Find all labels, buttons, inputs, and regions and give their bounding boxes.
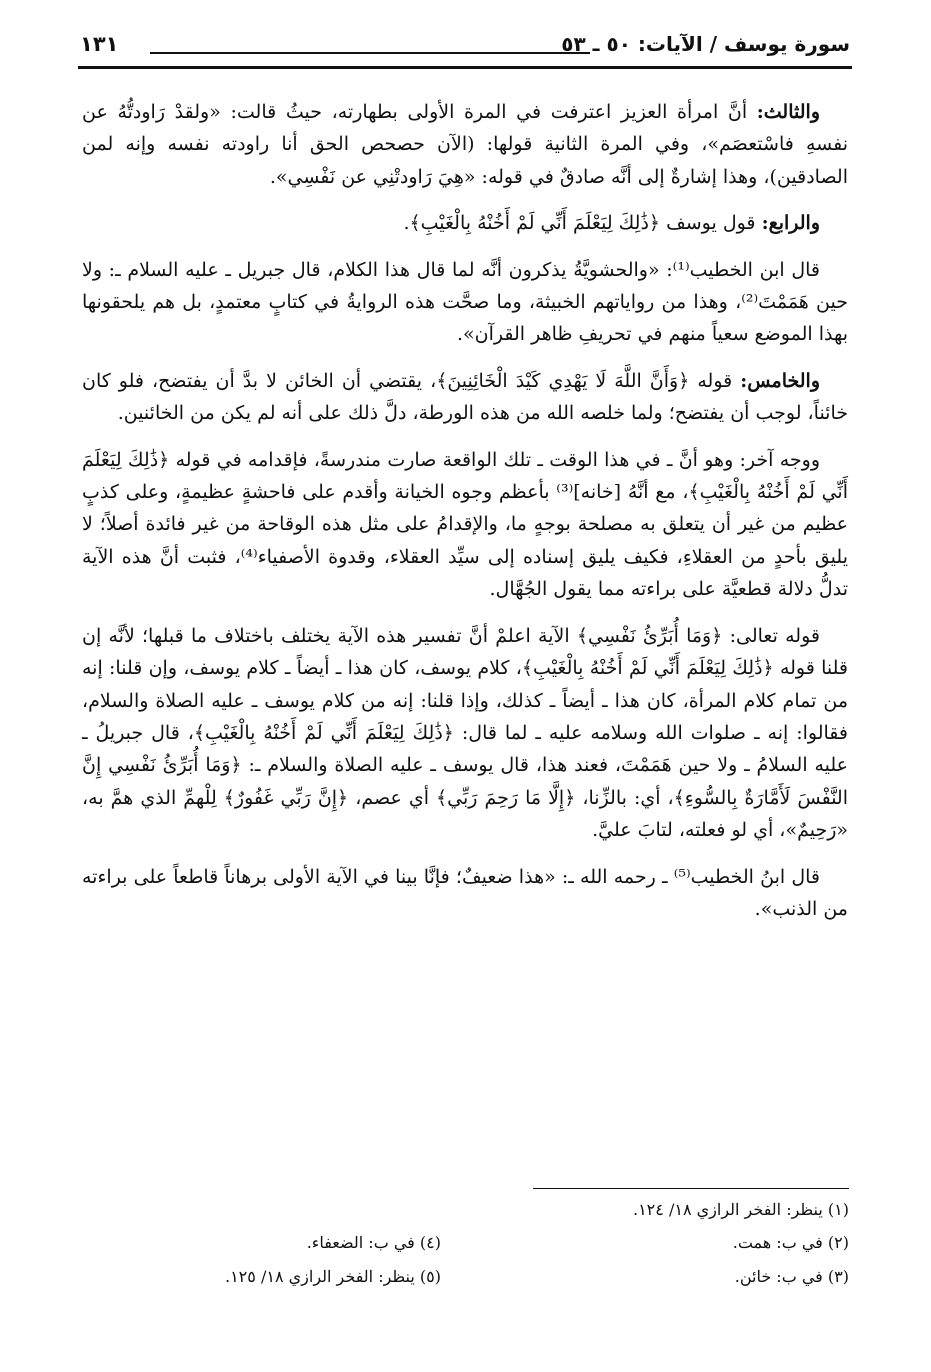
footnote-2: (٢) في ب: همت. xyxy=(732,1233,849,1252)
footnote-5: (٥) ينظر: الفخر الرازي ١٨/ ١٢٥. xyxy=(224,1267,441,1286)
paragraph-lead: والخامس: xyxy=(740,369,820,392)
footnote-3: (٣) في ب: خائن. xyxy=(734,1267,849,1286)
paragraph-ibn-khatib-1 xyxy=(82,254,848,351)
paragraph-text: قوله ﴿وَأَنَّ اللَّهَ لَا يَهْدِي كَيْدَ الْخَائِنِينَ﴾، يقتضي أن الخائن لا بدَّ أن يفتضح، فلو كان خائناً، لوجب أن يفتضح؛ ولما خلصه الله من هذه الورطة، دلَّ ذلك على أنه لم يكن من الخائنين. xyxy=(82,369,848,425)
header-leader-line xyxy=(150,52,590,54)
paragraph-lead: والثالث: xyxy=(756,101,820,123)
paragraph-another-aspect xyxy=(82,444,848,606)
footnote-4: (٤) في ب: الضعفاء. xyxy=(306,1233,441,1252)
paragraph-text: أنَّ امرأة العزيز اعترفت في المرة الأولى بطهارته، حيثُ قالت: «ولقدْ رَاودتُّهُ عن نفسهِ فاسْتعصَم»، وفي المرة الثانية قولها: (الآن حصحص الحق أنا راودته نفسه وإنه لمن الصادقين)، وهذا إشارةٌ إلى أنَّه صادقٌ في قوله: «هِيَ رَاودتْنِي عن نَفْسِي». xyxy=(82,101,848,188)
paragraph-text: قال ابن الخطيب⁽¹⁾: «والحشويَّةُ يذكرون أنَّه لما قال هذا الكلام، قال جبريل ـ عليه السلام ـ: ولا حين هَمَمْتَ⁽²⁾، وهذا من رواياتهم الخبيثة، وما صحَّت هذه الروايةُ في كتابٍ معتمدٍ، بل هم يلحقونها بهذا الموضع سعياً منهم في تحريفِ ظاهر القرآن». xyxy=(82,258,848,346)
paragraph-ibn-khatib-2 xyxy=(82,861,848,926)
main-text xyxy=(82,96,848,939)
paragraph-text: ووجه آخر: وهو أنَّ ـ في هذا الوقت ـ تلك الواقعة صارت مندرسةً، فإقدامه في قوله ﴿ذَٰلِكَ لِيَعْلَمَ أَنِّي لَمْ أَخُنْهُ بِالْغَيْبِ﴾، مع أنَّهُ [خانه]⁽³⁾ بأعظم وجوه الخيانة وأقدم على فاحشةٍ عظيمةٍ، وعلى كذبٍ عظيم من غير أن يتعلق به مصلحة بوجهٍ ما، والإقدامُ على مثل هذه الوقاحة من غير فائدة أصلاً؛ لا يليق بأحدٍ من العقلاءِ، فكيف يليق إسناده إلى سيِّد العقلاء، وقدوة الأصفياء⁽⁴⁾، فثبت أنَّ هذه الآية تدلُّ دلالة قطعيَّة على براءته مما يقول الجُهَّال. xyxy=(82,448,849,601)
running-title: سورة يوسف / الآيات: ٥٠ ـ ٥٣ xyxy=(561,32,850,56)
paragraph-lead: والرابع: xyxy=(761,212,820,235)
page-header xyxy=(80,30,850,62)
page-number: ١٣١ xyxy=(80,32,119,56)
footnote-rule xyxy=(533,1188,849,1189)
paragraph-fifth xyxy=(82,365,848,430)
header-rule xyxy=(78,66,852,69)
paragraph-text: قوله تعالى: ﴿وَمَا أُبَرِّئُ نَفْسِي﴾ الآية اعلمْ أنَّ تفسير هذه الآية يختلف باختلاف ما قبلها؛ لأنَّه إن قلنا قوله ﴿ذَٰلِكَ لِيَعْلَمَ أَنِّي لَمْ أَخُنْهُ بِالْغَيْبِ﴾، كلام يوسف، كان هذا ـ أيضاً ـ كلام يوسف، وإن قلنا: إنه من تمام كلام المرأة، كان هذا ـ أيضاً ـ كذلك، وإذا قلنا: إنه من كلام يوسف ـ عليه الصلاة والسلام، فقالوا: إنه ـ صلوات الله وسلامه عليه ـ لما قال: ﴿ذَٰلِكَ لِيَعْلَمَ أَنِّي لَمْ أَخُنْهُ بِالْغَيْبِ﴾، قال جبريلُ ـ عليه السلامُ ـ ولا حين هَمَمْتَ، فعند هذا، قال يوسف ـ عليه الصلاة والسلام ـ: ﴿وَمَا أُبَرِّئُ نَفْسِي إِنَّ النَّفْسَ لَأَمَّارَةٌ بِالسُّوءِ﴾، أي: بالزِّنا، ﴿إِلَّا مَا رَحِمَ رَبِّي﴾ أي عصم، ﴿إِنَّ رَبِّي غَفُورٌ﴾ لِلْهمِّ الذي همَّ به، «رَحِيمٌ»، أي لو فعلته، لتابَ عليَّ. xyxy=(82,624,848,842)
paragraph-third xyxy=(82,96,848,193)
paragraph-text: قول يوسف ﴿ذَٰلِكَ لِيَعْلَمَ أَنِّي لَمْ أَخُنْهُ بِالْغَيْبِ﴾. xyxy=(403,212,756,235)
paragraph-verse-commentary xyxy=(82,620,848,847)
paragraph-fourth xyxy=(82,207,848,239)
paragraph-text: قال ابنُ الخطيب⁽⁵⁾ ـ رحمه الله ـ: «هذا ضعيفٌ؛ فإنَّا بينا في الآية الأولى برهاناً قاطعاً على براءته من الذنب». xyxy=(82,865,848,920)
footnote-1: (١) ينظر: الفخر الرازي ١٨/ ١٢٤. xyxy=(632,1200,849,1219)
